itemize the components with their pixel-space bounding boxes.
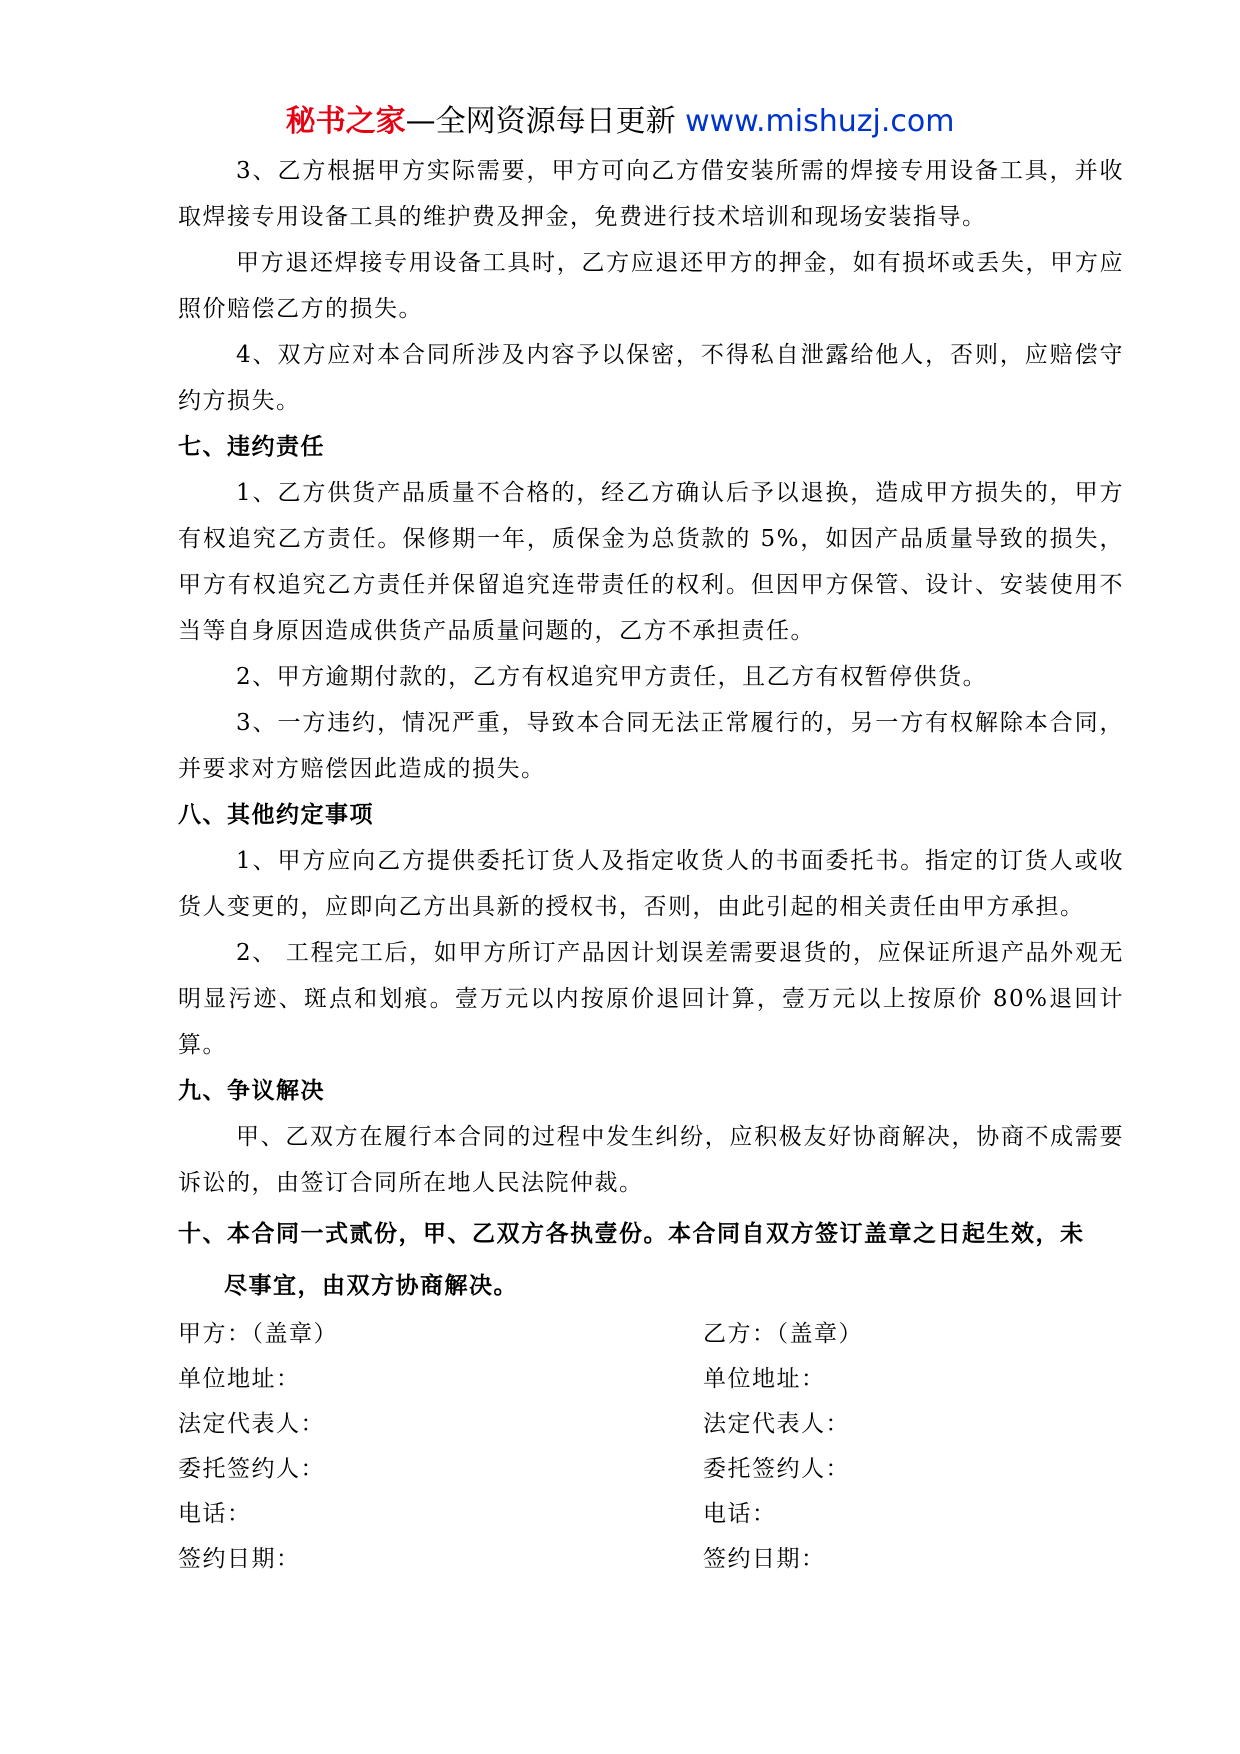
clause-paragraph: 4、双方应对本合同所涉及内容予以保密，不得私自泄露给他人，否则，应赔偿守约方损失。 bbox=[178, 342, 1124, 414]
party-a-phone: 电话： bbox=[178, 1501, 252, 1527]
clause-paragraph: 3、乙方根据甲方实际需要，甲方可向乙方借安装所需的焊接专用设备工具，并收取焊接专用设备工具的维护费及押金，免费进行技术培训和现场安装指导。 bbox=[178, 158, 1124, 230]
signature-row bbox=[178, 1492, 1124, 1537]
party-a-legal-rep: 法定代表人： bbox=[178, 1411, 325, 1437]
signature-block bbox=[178, 1312, 1124, 1582]
party-a-seal: 甲方：（盖章） bbox=[178, 1321, 338, 1347]
clause-paragraph: 甲方退还焊接专用设备工具时，乙方应退还甲方的押金，如有损坏或丢失，甲方应照价赔偿乙方的损失。 bbox=[178, 250, 1124, 322]
final-clause-line-2: 尽事宜，由双方协商解决。 bbox=[224, 1273, 518, 1299]
clause-paragraph: 1、甲方应向乙方提供委托订货人及指定收货人的书面委托书。指定的订货人或收货人变更的，应即向乙方出具新的授权书，否则，由此引起的相关责任由甲方承担。 bbox=[178, 848, 1124, 920]
brand-name: 秘书之家 bbox=[285, 104, 406, 139]
final-clause-line-1: 十、本合同一式贰份，甲、乙双方各执壹份。本合同自双方签订盖章之日起生效，未 bbox=[178, 1221, 1085, 1247]
signature-row bbox=[178, 1402, 1124, 1447]
party-a-address: 单位地址： bbox=[178, 1366, 301, 1392]
party-b-phone: 电话： bbox=[703, 1501, 777, 1527]
signature-row bbox=[178, 1447, 1124, 1492]
site-url-link[interactable]: www.mishuzj.com bbox=[685, 104, 955, 139]
party-b-address: 单位地址： bbox=[703, 1366, 826, 1392]
header-tagline: —全网资源每日更新 bbox=[405, 104, 686, 139]
clause-paragraph: 甲、乙双方在履行本合同的过程中发生纠纷，应积极友好协商解决，协商不成需要诉讼的，由签订合同所在地人民法院仲裁。 bbox=[178, 1124, 1124, 1196]
clause-paragraph: 3、一方违约，情况严重，导致本合同无法正常履行的，另一方有权解除本合同，并要求对方赔偿因此造成的损失。 bbox=[178, 710, 1124, 782]
signature-row bbox=[178, 1357, 1124, 1402]
party-b-legal-rep: 法定代表人： bbox=[703, 1411, 850, 1437]
site-header bbox=[0, 100, 1240, 144]
section-heading-other-terms: 八、其他约定事项 bbox=[178, 802, 374, 828]
clause-paragraph: 2、甲方逾期付款的，乙方有权追究甲方责任，且乙方有权暂停供货。 bbox=[236, 664, 988, 690]
clause-paragraph: 1、乙方供货产品质量不合格的，经乙方确认后予以退换，造成甲方损失的，甲方有权追究乙方责任。保修期一年，质保金为总货款的 5%，如因产品质量导致的损失，甲方有权追究乙方责任并保留追究连带责任的权利。但因甲方保管、设计、安装使用不当等自身原因造成供货产品质量问题的，乙方不承担责任。 bbox=[178, 480, 1124, 644]
clause-paragraph: 2、 工程完工后，如甲方所订产品因计划误差需要退货的，应保证所退产品外观无明显污迹、斑点和划痕。壹万元以内按原价退回计算，壹万元以上按原价 80%退回计算。 bbox=[178, 940, 1124, 1058]
party-a-agent: 委托签约人： bbox=[178, 1456, 325, 1482]
signature-row bbox=[178, 1312, 1124, 1357]
signature-row bbox=[178, 1537, 1124, 1582]
party-b-seal: 乙方：（盖章） bbox=[703, 1321, 863, 1347]
party-b-date: 签约日期： bbox=[703, 1546, 826, 1572]
party-a-date: 签约日期： bbox=[178, 1546, 301, 1572]
contract-body bbox=[178, 148, 1124, 1312]
party-b-agent: 委托签约人： bbox=[703, 1456, 850, 1482]
section-heading-breach: 七、违约责任 bbox=[178, 434, 325, 460]
section-heading-dispute: 九、争议解决 bbox=[178, 1078, 325, 1104]
